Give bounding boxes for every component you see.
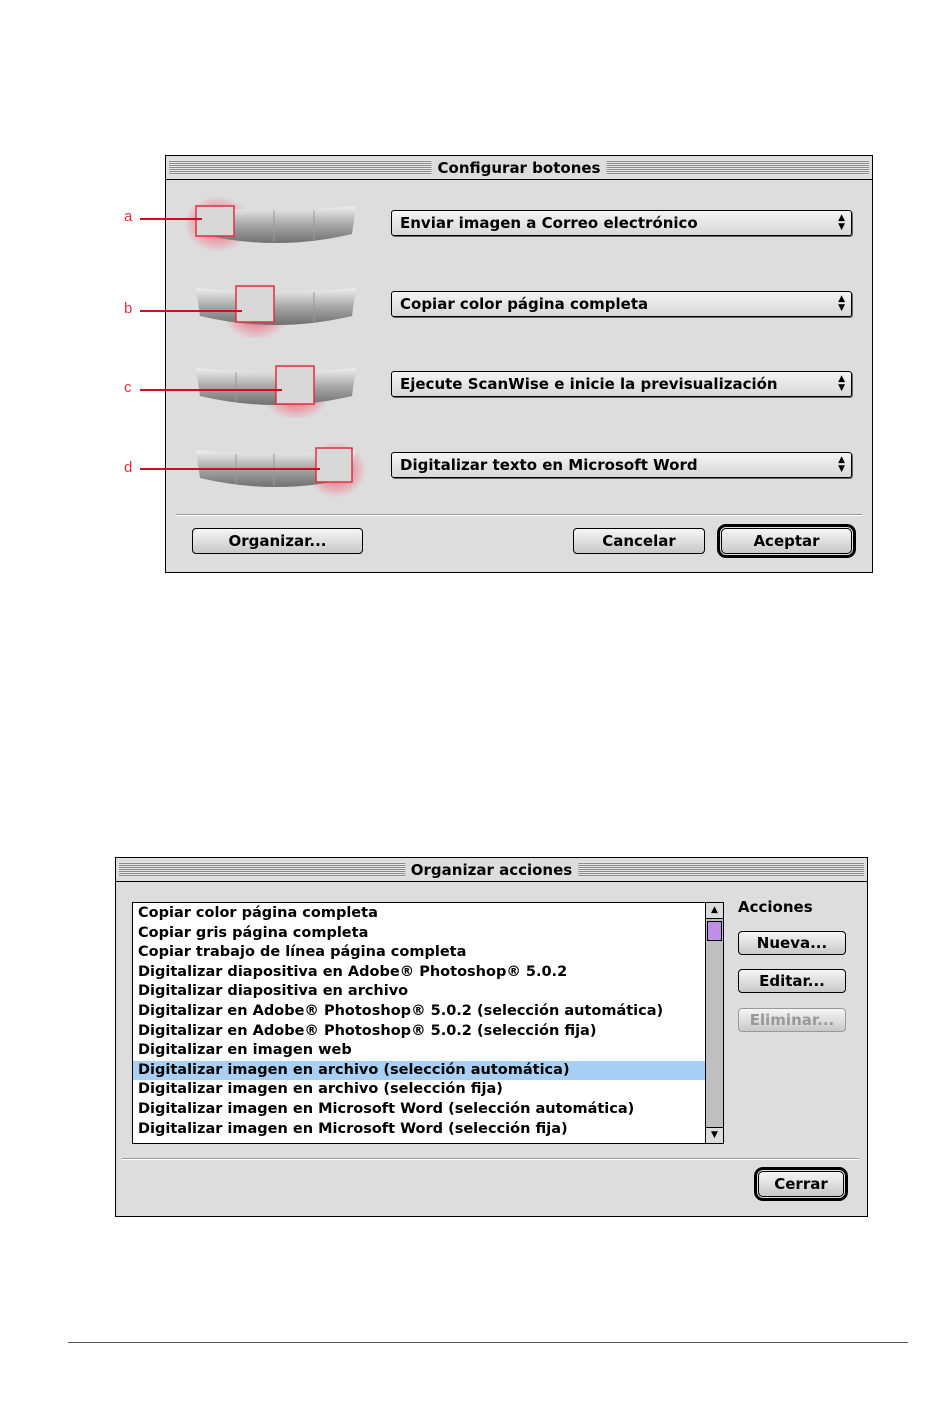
vertical-scrollbar[interactable] [705, 903, 723, 1143]
actions-list[interactable] [132, 902, 724, 1144]
scroll-thumb[interactable] [707, 921, 722, 941]
organize-actions-dialog [115, 857, 868, 1217]
popup-label: Digitalizar texto en Microsoft Word [400, 456, 698, 474]
popup-label: Enviar imagen a Correo electrónico [400, 214, 698, 232]
scanner-button-graphic-a [186, 194, 366, 256]
popup-label: Ejecute ScanWise e inicie la previsualización [400, 375, 778, 393]
action-popup-c[interactable] [391, 371, 852, 397]
page-footer-rule [68, 1342, 908, 1343]
dialog-title: Organizar acciones [405, 860, 578, 881]
list-item[interactable]: Digitalizar imagen en Microsoft Word (selección automática) [138, 1100, 635, 1117]
dialog-title: Configurar botones [432, 158, 607, 179]
callout-label-c: c [124, 379, 132, 396]
action-popup-b[interactable] [391, 291, 852, 317]
scroll-up-arrow-icon[interactable]: ▲ [706, 903, 723, 919]
list-item[interactable]: Digitalizar imagen en Microsoft Word (selección fija) [138, 1120, 568, 1137]
list-item[interactable]: Digitalizar imagen en archivo (selección automática) [133, 1061, 705, 1081]
list-item[interactable]: Digitalizar diapositiva en Adobe® Photoshop® 5.0.2 [138, 963, 568, 980]
up-down-arrows-icon: ▲ ▼ [838, 455, 845, 474]
dialog-separator [176, 514, 862, 516]
scroll-down-arrow-icon[interactable]: ▼ [706, 1127, 723, 1143]
new-action-button[interactable]: Nueva... [738, 931, 846, 955]
action-popup-a[interactable] [391, 210, 852, 236]
list-item[interactable]: Digitalizar diapositiva en archivo [138, 983, 409, 1000]
callout-line-b [140, 310, 242, 312]
callout-label-b: b [124, 300, 133, 317]
up-down-arrows-icon: ▲ ▼ [838, 294, 845, 313]
callout-label-a: a [124, 208, 133, 225]
scanner-button-graphic-b [186, 276, 366, 338]
dialog-titlebar[interactable] [116, 858, 867, 882]
delete-action-button[interactable]: Eliminar... [738, 1008, 846, 1032]
list-item[interactable]: Copiar color página completa [138, 905, 378, 921]
edit-action-button[interactable]: Editar... [738, 969, 846, 993]
accept-button[interactable]: Aceptar [721, 528, 852, 554]
dialog-titlebar[interactable] [166, 156, 872, 180]
callout-label-d: d [124, 459, 133, 476]
cancel-button[interactable]: Cancelar [573, 528, 705, 554]
up-down-arrows-icon: ▲ ▼ [838, 374, 845, 393]
list-item[interactable]: Digitalizar imagen en archivo (selección fija) [138, 1081, 503, 1098]
list-item[interactable]: Copiar trabajo de línea página completa [138, 944, 467, 961]
callout-line-d [140, 468, 320, 470]
list-item[interactable]: Digitalizar en imagen web [138, 1042, 352, 1059]
close-button[interactable]: Cerrar [758, 1171, 844, 1197]
popup-label: Copiar color página completa [400, 295, 649, 313]
list-item[interactable]: Digitalizar en Adobe® Photoshop® 5.0.2 (selección automática) [138, 1002, 664, 1019]
list-item[interactable]: Digitalizar en Adobe® Photoshop® 5.0.2 (selección fija) [138, 1022, 597, 1039]
list-item[interactable]: Copiar gris página completa [138, 924, 369, 941]
up-down-arrows-icon: ▲ ▼ [838, 213, 845, 232]
scanner-button-graphic-c [186, 356, 366, 418]
organize-button[interactable]: Organizar... [192, 528, 363, 554]
dialog-separator [122, 1158, 859, 1160]
actions-list-rows [133, 904, 705, 1139]
actions-label: Acciones [738, 898, 813, 916]
action-popup-d[interactable] [391, 452, 852, 478]
callout-line-a [140, 218, 202, 220]
configure-buttons-dialog [165, 155, 873, 573]
callout-line-c [140, 389, 282, 391]
